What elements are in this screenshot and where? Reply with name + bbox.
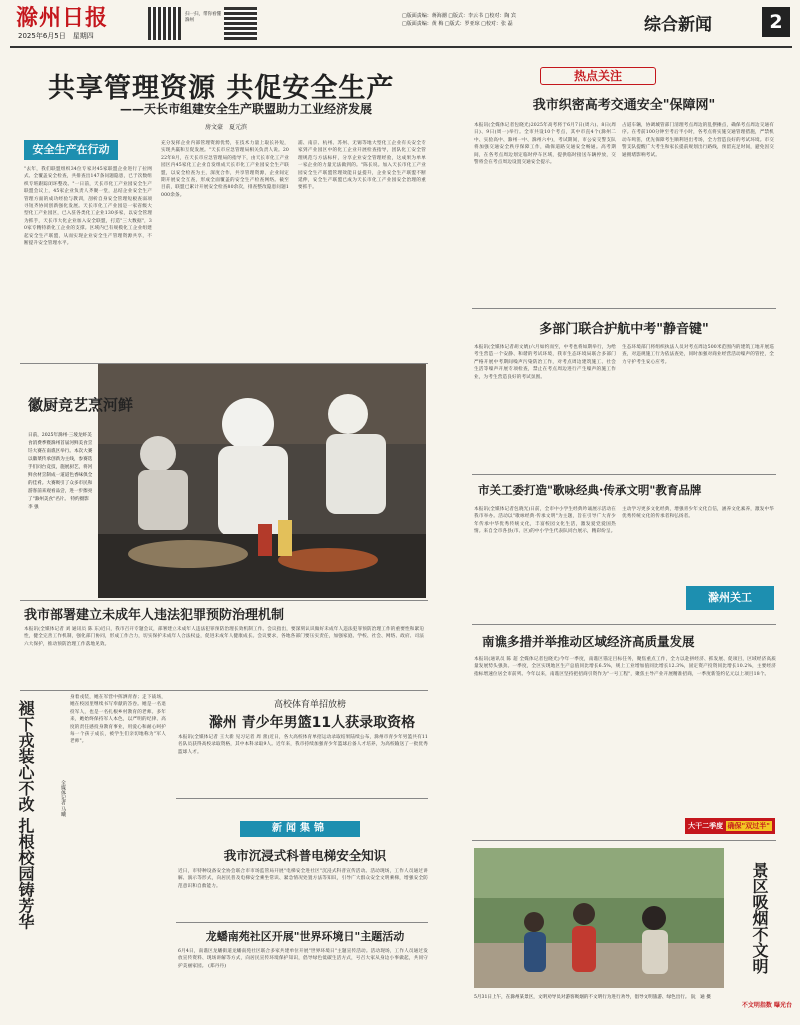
footer-badge: 不文明指数 曝光台 [741, 1002, 792, 1009]
smoke-caption-text: 5月31日上午，在滁州某景区，文明劝导员对游客吸烟的不文明行为进行劝导，倡导文明旅游、绿色出行。 [474, 995, 690, 1000]
smoke-caption [474, 994, 726, 1010]
editor-4: □版面责编：黄 梅 [402, 21, 444, 27]
cooking-caption [28, 432, 94, 592]
culture-right: 主动学习更多文化经典，增强青少年文化自信，涵养文化素养，激发中华优秀传统文化的传承者和弘扬者。 [622, 507, 774, 520]
env-day-title: 龙蟠南苑社区开展"世界环境日"主题活动 [205, 930, 405, 943]
cooking-photo [98, 364, 426, 598]
lead-col-1: "去年，我们联盟组织34位专家对45家联盟企业进行了拉网式、全覆盖安全检查，共排查出147条问题隐患，已于次数组织专班跟踪闭环整改。"一日前，天长市化工产业园安全生产联盟会议上，45家企业负责人齐聚一堂，总结企业安全生产管理方面的成功经验与教训，剖析自身安全管理短板查弱项寻短齐协同创新强化发展。天长市化工产业园是一家省级大型化工产业园区，已入驻各类化工企业130多家，以安全管理为抓手，天长市大化企业加入安全联盟，打造"三大数据"，30家专精特新化工企业的支撑。区域内已有规模化工企业组建起安全生产联盟，从而实现企业安全生产管理资源共享，不断提升安全管理水平。 [24, 167, 152, 247]
divider [472, 840, 776, 841]
news-tag: 新闻集锦 [240, 821, 360, 837]
teacher-credit: 全媒体记者 马曦 [60, 780, 66, 817]
divider [176, 922, 428, 923]
lead-byline: 房文豪 夏元滨 [205, 124, 248, 131]
masthead [10, 4, 792, 44]
teacher-title: 褪下戎装心不改 扎根校园铸芳华 [16, 700, 35, 930]
traffic-title: 我市织密高考交通安全"保障网" [532, 98, 716, 113]
lead-col-2: 充分发挥企业内部管理资源优势，在技术力量上取长补短，实现共赢和互促发展。"天长市应急管理局相关负责人说。2022年8月，在天长市应急管理局的指导下，由天长市化工产业园区内45家化工企业自发组成天长市化工产业园安全生产联盟，以安全检查为主，深度合作，共享管理资源，企业间定期开展安全互查，形成全面覆盖的安全生产检查网络。截至目前，联盟已累计开展安全检查80余次，排查整改隐患问题1000余条。 [161, 141, 289, 198]
south-body: 本报讯(通讯员 陈 超 全媒体记者包晓光)今年一季度，南谯区锚定目标任务，聚焦重点工作，全力以赴拼经济、抓发展、促项目，区域经济高质量发展势头强劲。一季度，全区实现地区生产总值同比增长6.5%，规上工业增加值同比增长12.3%，固定资产投资同比增长10.2%，主要经济指标增速位居全市前列。今年以来，南谯区坚持把招商引资作为"一号工程"，聚焦主导产业开展精准招商，一季度新签约亿元以上项目18个。 [474, 657, 776, 677]
editor-info [402, 12, 632, 28]
gaokao-title: 滁州 青少年男篮11人获录取资格 [208, 715, 416, 731]
exam-title: 多部门联合护航中考"静音键" [539, 322, 709, 337]
editor-1: □版面责编：蒋海潮 [402, 13, 447, 19]
editor-3: □校对：陶 宾 [484, 13, 516, 19]
env-day-body [178, 948, 428, 1018]
exam-col-1: 本报讯(全媒体记者胡文婧)六月如约而至，中考也将如期举行，为给考生营造一个安静、和谐的考试环境，我市生态环境局联合多部门严格开展中考期间噪声污染防治工作，对考点周边建筑施工、社会生活等噪声开展专项检查，禁止在考点周边进行产生噪声的施工作业，为考生营造良好的考试氛围。 [474, 345, 616, 380]
divider [472, 308, 776, 309]
lead-tag: 安全生产在行动 [24, 140, 118, 160]
hot-tag: 热点关注 [573, 69, 622, 83]
env-day-credit: (郑丹丹) [208, 963, 227, 969]
editor-5: □版式：罗亚琼 [444, 21, 480, 27]
divider [176, 798, 428, 799]
masthead-logo: 滁州日报 [16, 5, 109, 31]
juveniles-body: 本报讯(全媒体记者 刘 通讯员 陈 东)近日，我市召开专题会议，部署建立未成年人违法犯罪预防治理长效机制工作。会议指出，要深刻认识做好未成年人违法犯罪预防治理工作的重要性和紧迫性，健全完善工作机制，强化部门协同，形成工作合力，切实保护未成年人合法权益，促进未成年人健康成长。会议要求，各地各部门要压实责任，加强家庭、学校、社会、网络、政府、司法六大保护，推动预防治理工作落地见效。 [24, 627, 424, 647]
masthead-rule [10, 46, 792, 48]
env-day-text: 6月4日，南谯区龙蟠街道龙蟠南苑社区联合多家共建单位开展"世界环境日"主题宣传活动。活动现场，工作人员通过发放宣传资料、现场讲解等方式，向居民宣传环境保护知识，倡导绿色低碳生活方式，号召大家从身边小事做起，共同守护美丽家园。 [178, 949, 428, 969]
lead-title: 共享管理资源 共促安全生产 [48, 73, 395, 104]
qr-code [148, 7, 181, 40]
elevator-title: 我市沉浸式科普电梯安全知识 [223, 848, 387, 863]
section-title: 综合新闻 [644, 15, 712, 35]
gaokao-tag: 高校体育单招放榜 [273, 700, 346, 710]
gaokao-body: 本报讯(全媒体记者 王大新 见习记者 周 蕾)近日，各大高校体育单招运动录取结果陆续公布，滁州市青少年男篮共有11名队员获得高校录取资格，其中本科录取9人。近年来，我市持续加强青少年篮球后备人才培养，为高校输送了一批优秀篮球人才。 [178, 735, 428, 755]
cooking-credit: 特约摄影 李 强 [28, 497, 89, 510]
teacher-body: 身着戎装，她在军营中挥洒青春；走下战场，她在校园里继续书写奉献的答卷。她是一名退役军人，也是一名扎根乡村教育的老师。多年来，她始终保持军人本色，以严明的纪律、高度的责任感投身教育事业，用爱心和耐心呵护每一个孩子成长，被学生们亲切地称为"军人老师"。 [70, 695, 166, 745]
qr-caption: 扫一扫，带你看懂滁州 [185, 12, 221, 23]
smoke-photo-art [474, 848, 724, 988]
cooking-photo-art [98, 364, 426, 598]
lead-col-3: 浦、南京、杭州、苏州、无锡等地大型化工企业有关安全专家到产业园区中的化工企业开展检查指导，团队化工安全管理规范与方法标杆，分享企业安全管理经验，这成果为单单一家企业的力量无法做到的。"陈长说。加入天长市化工产业园安全生产联盟管理效能日益提升，企业安全生产联盟不断延伸，安全生产联盟已成为天长市化工产业园安全治理的重要抓手。 [298, 141, 426, 191]
campaign-tag-sub: 确保"双过半" [727, 822, 770, 830]
editor-2: □版式：李云书 [448, 13, 484, 19]
exam-col-2: 生态环境部门将组织执法人员对考点周边500米范围内的建筑工地开展巡查，对违规施工行为依法查处，同时加强对商业经营活动噪声的管控，全力守护考生安心应考。 [622, 345, 774, 365]
editor-6: □校对：张 磊 [481, 21, 513, 27]
guanguan-tag: 滁州关工 [686, 586, 774, 610]
campaign-tag [685, 818, 775, 834]
divider [472, 474, 776, 475]
south-title: 南谯多措并举推动区域经济高质量发展 [482, 634, 695, 649]
smoke-credit: 阮 通 摄 [690, 995, 711, 1000]
traffic-col-2: 占道车辆，协调城管部门清理考点周边的乱摆摊点，确保考点周边交通有序。在考前100分钟至考后半小时，各考点将实施交通管理措施，严禁机动车鸣笛，优先保障考生顺利进出考场，全力营造良好的考试环境。市交警支队提醒广大考生和家长提前规划出行路线，预留充足时间，避免因交通拥堵影响考试。 [622, 123, 774, 158]
masthead-date: 2025年6月5日 星期四 [18, 32, 94, 40]
smoke-photo [474, 848, 724, 988]
divider [20, 600, 428, 601]
divider [20, 690, 428, 691]
campaign-tag-main: 大干二季度 [688, 822, 724, 830]
qr-code-2 [224, 7, 257, 40]
juveniles-title: 我市部署建立未成年人违法犯罪预防治理机制 [24, 608, 285, 623]
smoke-title: 景区吸烟不文明 [750, 862, 769, 974]
traffic-col-1: 本报讯(全媒体记者包晓光)2025年高考将于6月7日(周六)、8日(周日)、9日(周一)举行。全市共设10个考点，其中市直4个(滁州二中、实验高中、滁州一中、滁州六中)，考试期间，市公安交警支队将加强交通安全秩序保障工作，确保道路交通安全畅通。高考期间，在各考点周边划定临时停车区域，提供临时接送车辆停放，交警将会在考点周边设置交通安全提示。 [474, 123, 616, 166]
cooking-title: 徽厨竞艺烹河鲜 [28, 396, 134, 414]
divider [472, 624, 776, 625]
elevator-body: 近日，市特种设备安全协会联合市市场监管局开展"电梯安全进社区"沉浸式科普宣传活动。活动现场，工作人员通过讲解、演示等形式，向居民普及电梯安全乘坐常识、紧急情况处置方法等知识，引导广大群众安全文明乘梯，增强安全防范意识和自救能力。 [178, 869, 428, 889]
page-number: 2 [762, 7, 790, 37]
culture-body: 本报讯(全媒体记者包晓光)日前，全市中小学生经典吟诵展示活动在我市举办。活动以"歌咏经典·传承文明"为主题，旨在引导广大青少年传承中华优秀传统文化，丰富校园文化生活，激发爱党爱国热情。来自全市各县(市、区)的中小学生代表队同台展示，精彩纷呈。 [474, 507, 616, 535]
cooking-caption-text: 日前，2025年滁州·三坡龙虾美食消费季暨滁州首届河鲜美食烹饪大赛在南谯区举行。本次大赛以徽菜传承创新为主线，参赛选手们同台竞技，施展厨艺，将河鲜食材烹制成一道道色香味俱全的佳肴。大赛吸引了众多市民和游客前来观看品尝，进一步擦亮了"滁州美食"名片。 [28, 433, 93, 502]
lead-subtitle: ——天长市组建安全生产联盟助力工业经济发展 [120, 102, 373, 116]
culture-title: 市关工委打造"歌咏经典·传承文明"教育品牌 [478, 483, 702, 497]
